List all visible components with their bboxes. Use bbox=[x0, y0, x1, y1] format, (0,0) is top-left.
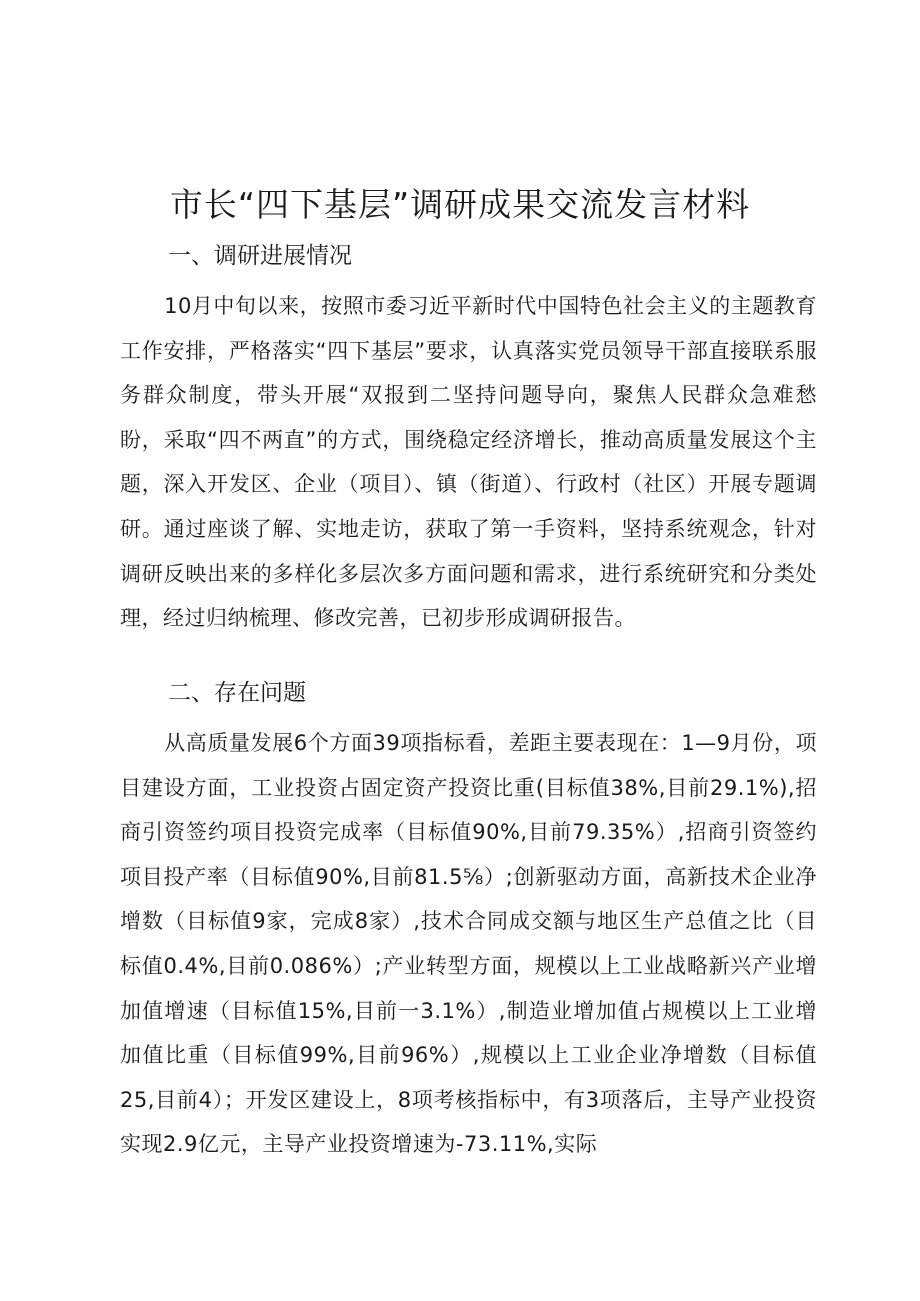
section-heading-progress: 一、调研进展情况 bbox=[168, 243, 352, 269]
section-paragraph-problems: 从高质量发展6个方面39项指标看，差距主要表现在：1—9月份，项目建设方面，工业投资占固定资产投资比重(目标值38%,目前29.1%),招商引资签约项目投资完成率（目标值90%,目前79.35%）,招商引资签约项目投产率（目标值90%,目前81.5⅝）;创新驱动方面，高新技术企业净增数（目标值9家，完成8家）,技术合同成交额与地区生产总值之比（目标值0.4%,目前0.086%）;产业转型方面，规模以上工业战略新兴产业增加值增速（目标值15%,目前一3.1%）,制造业增加值占规模以上工业增加值比重（目标值99%,目前96%）,规模以上工业企业净增数（目标值25,目前4）；开发区建设上，8项考核指标中，有3项落后，主导产业投资实现2.9亿元，主导产业投资增速为-73.11%,实际 bbox=[120, 731, 817, 1157]
document-title: 市长“四下基层”调研成果交流发言材料 bbox=[169, 185, 751, 224]
section-paragraph-progress: 10月中旬以来，按照市委习近平新时代中国特色社会主义的主题教育工作安排，严格落实“四下基层”要求，认真落实党员领导干部直接联系服务群众制度，带头开展“双报到二坚持问题导向，聚焦人民群众急难愁盼，采取“四不两直”的方式，围绕稳定经济增长，推动高质量发展这个主题，深入开发区、企业（项目）、镇（街道）、行政村（社区）开展专题调研。通过座谈了解、实地走访，获取了第一手资料，坚持系统观念，针对调研反映出来的多样化多层次多方面问题和需求，进行系统研究和分类处理，经过归纳梳理、修改完善，已初步形成调研报告。 bbox=[120, 294, 817, 631]
section-heading-problems: 二、存在问题 bbox=[168, 680, 306, 706]
